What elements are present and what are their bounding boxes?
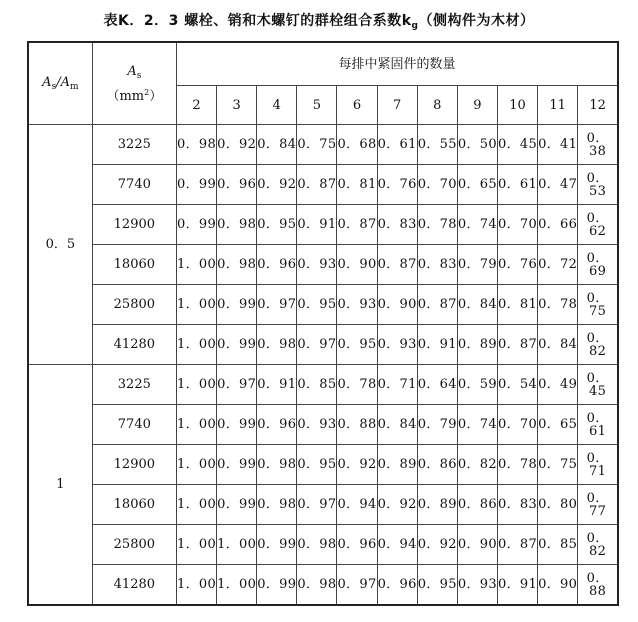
area-cell: 18060 xyxy=(92,245,176,285)
header-row xyxy=(28,42,618,86)
fastener-count-cell: 9 xyxy=(457,86,497,125)
table-row xyxy=(28,565,618,606)
fastener-count-cell: 8 xyxy=(417,86,457,125)
coefficient-cell: 0．75 xyxy=(538,445,578,485)
coefficient-cell: 0．78 xyxy=(497,445,537,485)
coefficient-cell: 0．75 xyxy=(578,285,618,325)
coefficient-cell: 0．93 xyxy=(297,245,337,285)
coefficient-cell: 0．87 xyxy=(377,245,417,285)
table-row xyxy=(28,165,618,205)
coefficient-cell: 0．55 xyxy=(417,125,457,165)
coefficient-cell: 0．98 xyxy=(257,325,297,365)
caption-suffix: （侧构件为木材） xyxy=(418,13,535,29)
coefficient-cell: 0．89 xyxy=(377,445,417,485)
coefficient-cell: 0．93 xyxy=(457,565,497,606)
fastener-count-cell: 4 xyxy=(257,86,297,125)
coefficient-cell: 0．49 xyxy=(538,365,578,405)
coefficient-cell: 0．90 xyxy=(457,525,497,565)
table-row xyxy=(28,125,618,165)
coefficient-cell: 0．93 xyxy=(297,405,337,445)
area-cell: 3225 xyxy=(92,125,176,165)
coefficient-cell: 0．87 xyxy=(337,205,377,245)
coefficient-cell: 0．98 xyxy=(257,445,297,485)
table-row xyxy=(28,325,618,365)
coefficient-cell: 0．96 xyxy=(257,405,297,445)
coefficient-cell: 0．78 xyxy=(337,365,377,405)
fastener-count-header: 每排中紧固件的数量 xyxy=(176,42,618,86)
coefficient-cell: 0．83 xyxy=(497,485,537,525)
coefficient-cell: 0．95 xyxy=(417,565,457,606)
coefficient-cell: 0．98 xyxy=(217,205,257,245)
coefficient-cell: 0．82 xyxy=(457,445,497,485)
coefficient-cell: 0．93 xyxy=(377,325,417,365)
area-cell: 12900 xyxy=(92,445,176,485)
table-row xyxy=(28,485,618,525)
coefficient-cell: 0．90 xyxy=(377,285,417,325)
coefficient-cell: 0．95 xyxy=(297,285,337,325)
coefficient-cell: 0．47 xyxy=(538,165,578,205)
coefficient-cell: 0．70 xyxy=(417,165,457,205)
coefficient-cell: 0．45 xyxy=(497,125,537,165)
coefficient-cell: 0．53 xyxy=(578,165,618,205)
coefficient-cell: 0．41 xyxy=(538,125,578,165)
coefficient-cell: 0．76 xyxy=(497,245,537,285)
coefficient-cell: 0．93 xyxy=(337,285,377,325)
coefficient-cell: 0．69 xyxy=(578,245,618,285)
coefficient-cell: 0．71 xyxy=(578,445,618,485)
coefficient-cell: 0．82 xyxy=(578,525,618,565)
coefficient-cell: 0．99 xyxy=(217,445,257,485)
fastener-count-cell: 6 xyxy=(337,86,377,125)
coefficient-cell: 0．89 xyxy=(457,325,497,365)
coefficient-cell: 0．84 xyxy=(457,285,497,325)
coefficient-cell: 0．54 xyxy=(497,365,537,405)
coefficient-cell: 0．81 xyxy=(497,285,537,325)
coefficient-cell: 0．95 xyxy=(297,445,337,485)
coefficient-cell: 1．00 xyxy=(176,405,216,445)
coefficient-cell: 0．77 xyxy=(578,485,618,525)
coefficient-cell: 0．62 xyxy=(578,205,618,245)
fastener-count-cell: 10 xyxy=(497,86,537,125)
caption-subscript: g xyxy=(411,21,419,31)
coefficient-cell: 0．91 xyxy=(417,325,457,365)
coefficient-cell: 0．97 xyxy=(297,485,337,525)
coefficient-cell: 0．71 xyxy=(377,365,417,405)
area-column-header: $A_s$ $(mm^2)$ xyxy=(92,42,176,125)
coefficient-cell: 1．00 xyxy=(176,445,216,485)
coefficient-cell: 0．50 xyxy=(457,125,497,165)
coefficient-cell: 0．88 xyxy=(578,565,618,606)
coefficient-cell: 0．96 xyxy=(377,565,417,606)
ratio-column-header: $A_s/A_m$ xyxy=(28,42,92,125)
coefficient-cell: 0．94 xyxy=(337,485,377,525)
ratio-group-label: 1 xyxy=(28,365,92,606)
coefficient-cell: 0．94 xyxy=(377,525,417,565)
table-row xyxy=(28,445,618,485)
coefficient-cell: 0．61 xyxy=(497,165,537,205)
coefficient-cell: 0．78 xyxy=(538,285,578,325)
coefficient-cell: 0．92 xyxy=(217,125,257,165)
area-cell: 12900 xyxy=(92,205,176,245)
area-cell: 41280 xyxy=(92,325,176,365)
area-cell: 25800 xyxy=(92,285,176,325)
coefficient-cell: 0．97 xyxy=(337,565,377,606)
coefficient-cell: 0．74 xyxy=(457,205,497,245)
coefficient-cell: 0．88 xyxy=(337,405,377,445)
table-caption xyxy=(0,10,638,31)
coefficient-cell: 1．00 xyxy=(176,285,216,325)
fastener-count-cell: 12 xyxy=(578,86,618,125)
coefficient-cell: 0．99 xyxy=(217,285,257,325)
coefficient-cell: 0．91 xyxy=(297,205,337,245)
coefficient-cell: 0．97 xyxy=(257,285,297,325)
coefficient-cell: 0．78 xyxy=(417,205,457,245)
coefficient-cell: 1．00 xyxy=(217,525,257,565)
coefficient-cell: 1．00 xyxy=(176,245,216,285)
coefficient-cell: 0．90 xyxy=(538,565,578,606)
coefficient-cell: 0．99 xyxy=(217,485,257,525)
coefficient-cell: 0．68 xyxy=(337,125,377,165)
coefficient-cell: 0．79 xyxy=(457,245,497,285)
coefficient-cell: 0．65 xyxy=(457,165,497,205)
table-row xyxy=(28,205,618,245)
coefficient-cell: 0．98 xyxy=(297,565,337,606)
coefficient-cell: 0．84 xyxy=(377,405,417,445)
coefficient-cell: 0．80 xyxy=(538,485,578,525)
area-cell: 7740 xyxy=(92,405,176,445)
coefficient-cell: 0．98 xyxy=(257,485,297,525)
coefficient-cell: 0．74 xyxy=(457,405,497,445)
coefficient-cell: 0．79 xyxy=(417,405,457,445)
coefficient-cell: 0．90 xyxy=(337,245,377,285)
coefficient-cell: 0．61 xyxy=(578,405,618,445)
coefficient-cell: 0．76 xyxy=(377,165,417,205)
coefficient-cell: 0．95 xyxy=(337,325,377,365)
coefficient-cell: 0．96 xyxy=(257,245,297,285)
coefficient-cell: 0．83 xyxy=(417,245,457,285)
fastener-count-cell: 11 xyxy=(538,86,578,125)
coefficient-cell: 0．82 xyxy=(578,325,618,365)
table-row xyxy=(28,245,618,285)
coefficient-cell: 1．00 xyxy=(176,565,216,606)
coefficient-cell: 0．96 xyxy=(217,165,257,205)
coefficient-cell: 0．99 xyxy=(257,565,297,606)
coefficient-cell: 0．92 xyxy=(337,445,377,485)
coefficient-cell: 0．75 xyxy=(297,125,337,165)
coefficient-cell: 1．00 xyxy=(217,565,257,606)
coefficient-cell: 0．99 xyxy=(217,325,257,365)
table-row xyxy=(28,365,618,405)
coefficient-cell: 0．98 xyxy=(297,525,337,565)
table-row xyxy=(28,285,618,325)
area-cell: 7740 xyxy=(92,165,176,205)
coefficient-cell: 0．70 xyxy=(497,405,537,445)
coefficient-cell: 0．70 xyxy=(497,205,537,245)
coefficient-cell: 0．59 xyxy=(457,365,497,405)
coefficient-table xyxy=(27,41,619,606)
coefficient-cell: 1．00 xyxy=(176,525,216,565)
coefficient-cell: 0．92 xyxy=(417,525,457,565)
ratio-group-label: 0．5 xyxy=(28,125,92,365)
coefficient-cell: 0．98 xyxy=(217,245,257,285)
coefficient-cell: 0．87 xyxy=(417,285,457,325)
coefficient-cell: 1．00 xyxy=(176,365,216,405)
coefficient-cell: 0．97 xyxy=(297,325,337,365)
coefficient-cell: 0．84 xyxy=(257,125,297,165)
coefficient-cell: 0．87 xyxy=(497,525,537,565)
fastener-count-cell: 3 xyxy=(217,86,257,125)
table-row xyxy=(28,525,618,565)
coefficient-cell: 0．92 xyxy=(257,165,297,205)
area-cell: 25800 xyxy=(92,525,176,565)
coefficient-cell: 0．99 xyxy=(176,205,216,245)
coefficient-cell: 0．85 xyxy=(538,525,578,565)
fastener-count-cell: 5 xyxy=(297,86,337,125)
coefficient-cell: 0．87 xyxy=(497,325,537,365)
coefficient-cell: 0．86 xyxy=(417,445,457,485)
coefficient-cell: 0．38 xyxy=(578,125,618,165)
coefficient-cell: 0．64 xyxy=(417,365,457,405)
coefficient-cell: 0．92 xyxy=(377,485,417,525)
coefficient-cell: 0．45 xyxy=(578,365,618,405)
caption-prefix: 表K．2．3 螺栓、销和木螺钉的群栓组合系数k xyxy=(103,13,412,29)
coefficient-cell: 0．99 xyxy=(176,165,216,205)
coefficient-cell: 0．98 xyxy=(176,125,216,165)
coefficient-cell: 0．66 xyxy=(538,205,578,245)
coefficient-cell: 1．00 xyxy=(176,485,216,525)
coefficient-cell: 0．61 xyxy=(377,125,417,165)
coefficient-cell: 0．89 xyxy=(417,485,457,525)
coefficient-cell: 1．00 xyxy=(176,325,216,365)
area-cell: 18060 xyxy=(92,485,176,525)
coefficient-cell: 0．99 xyxy=(257,525,297,565)
area-cell: 41280 xyxy=(92,565,176,606)
fastener-count-cell: 2 xyxy=(176,86,216,125)
coefficient-cell: 0．81 xyxy=(337,165,377,205)
coefficient-cell: 0．99 xyxy=(217,405,257,445)
coefficient-cell: 0．84 xyxy=(538,325,578,365)
coefficient-cell: 0．83 xyxy=(377,205,417,245)
coefficient-cell: 0．91 xyxy=(257,365,297,405)
coefficient-cell: 0．86 xyxy=(457,485,497,525)
coefficient-cell: 0．91 xyxy=(497,565,537,606)
coefficient-cell: 0．65 xyxy=(538,405,578,445)
area-cell: 3225 xyxy=(92,365,176,405)
coefficient-cell: 0．95 xyxy=(257,205,297,245)
area-unit: $(mm^2)$ xyxy=(106,87,163,104)
coefficient-cell: 0．72 xyxy=(538,245,578,285)
coefficient-cell: 0．85 xyxy=(297,365,337,405)
coefficient-cell: 0．87 xyxy=(297,165,337,205)
table-row xyxy=(28,405,618,445)
coefficient-cell: 0．96 xyxy=(337,525,377,565)
coefficient-cell: 0．97 xyxy=(217,365,257,405)
fastener-count-cell: 7 xyxy=(377,86,417,125)
